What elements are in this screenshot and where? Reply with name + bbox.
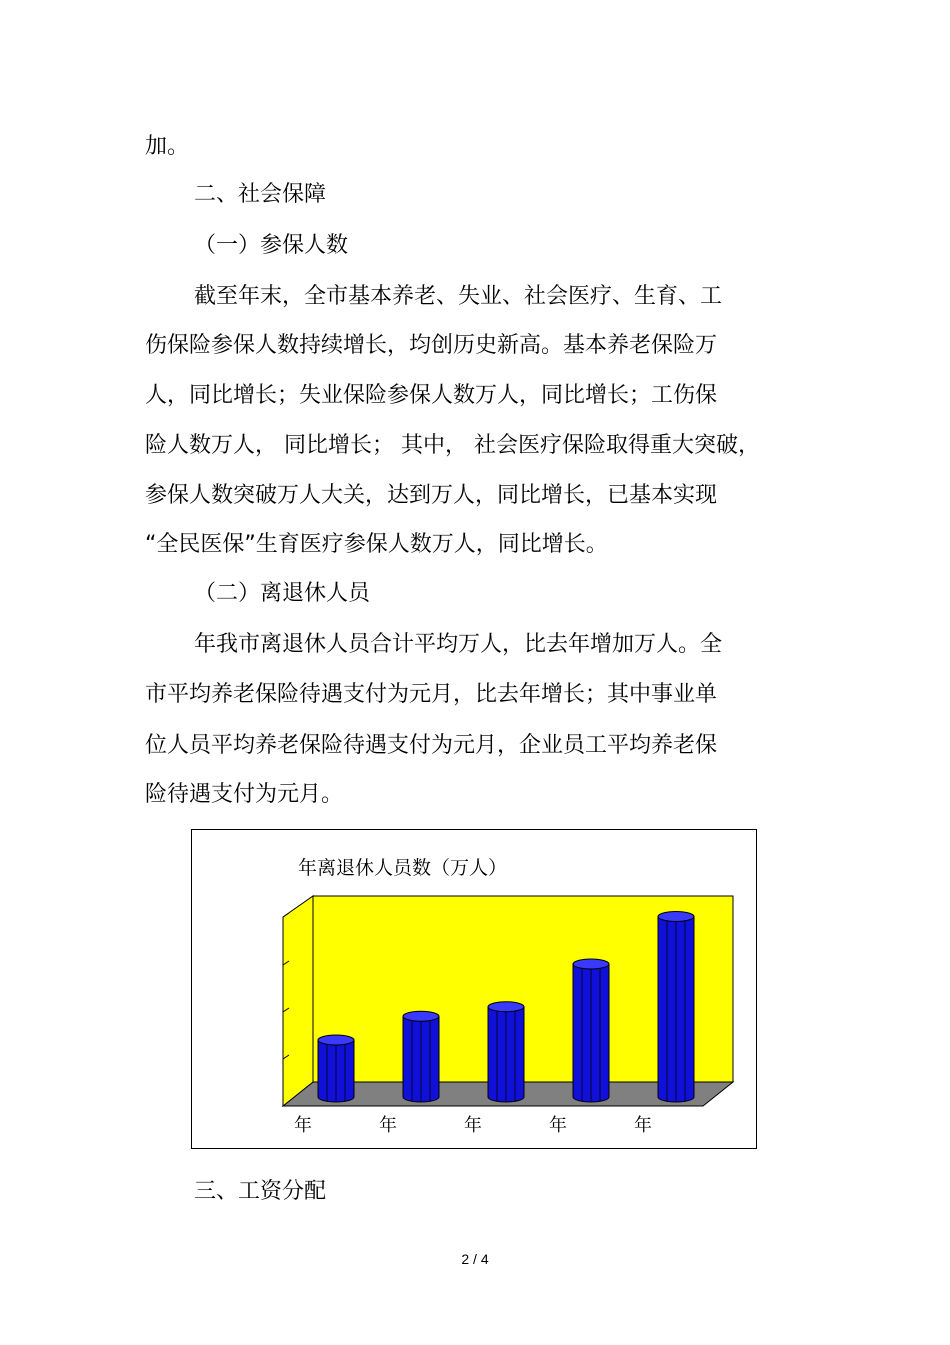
x-tick-label: 年 [464, 1115, 482, 1136]
paragraph-line: 年我市离退休人员合计平均万人，比去年增加万人。全 [194, 632, 723, 657]
x-tick-label: 年 [379, 1115, 397, 1136]
chart-title: 年离退休人员数（万人） [298, 857, 508, 879]
paragraph-line: 位人员平均养老保险待遇支付为元月，企业员工平均养老保 [145, 733, 718, 758]
paragraph-line: 伤保险参保人数持续增长，均创历史新高。基本养老保险万 [145, 333, 718, 358]
section-heading-wage-distribution: 三、工资分配 [194, 1179, 327, 1204]
x-tick-label: 年 [634, 1115, 652, 1136]
bar-2 [403, 1011, 439, 1102]
subheading-retirees: （二）离退休人员 [194, 581, 371, 606]
paragraph-continuation: 加。 [145, 134, 190, 159]
chart-side-wall [283, 896, 313, 1106]
bar-5 [658, 912, 694, 1103]
section-heading-social-security: 二、社会保障 [194, 182, 327, 207]
bar-1 [318, 1035, 354, 1102]
page-number: 2 / 4 [461, 1251, 489, 1267]
paragraph-line: 市平均养老保险待遇支付为元月，比去年增长；其中事业单 [145, 682, 718, 707]
paragraph-line: 险人数万人， 同比增长； 其中， 社会医疗保险取得重大突破， [145, 433, 760, 458]
paragraph-line: 险待遇支付为元月。 [145, 782, 344, 807]
paragraph-line: 截至年末，全市基本养老、失业、社会医疗、生育、工 [194, 284, 723, 309]
paragraph-line: “全民医保”生育医疗参保人数万人，同比增长。 [145, 532, 608, 557]
paragraph-line: 人，同比增长；失业保险参保人数万人，同比增长；工伤保 [145, 383, 718, 408]
bar-4 [573, 959, 609, 1102]
x-tick-label: 年 [294, 1115, 312, 1136]
paragraph-line: 参保人数突破万人大关，达到万人，同比增长，已基本实现 [145, 483, 718, 508]
x-tick-label: 年 [549, 1115, 567, 1136]
subheading-insured-count: （一）参保人数 [194, 233, 349, 258]
bar-3 [488, 1002, 524, 1102]
